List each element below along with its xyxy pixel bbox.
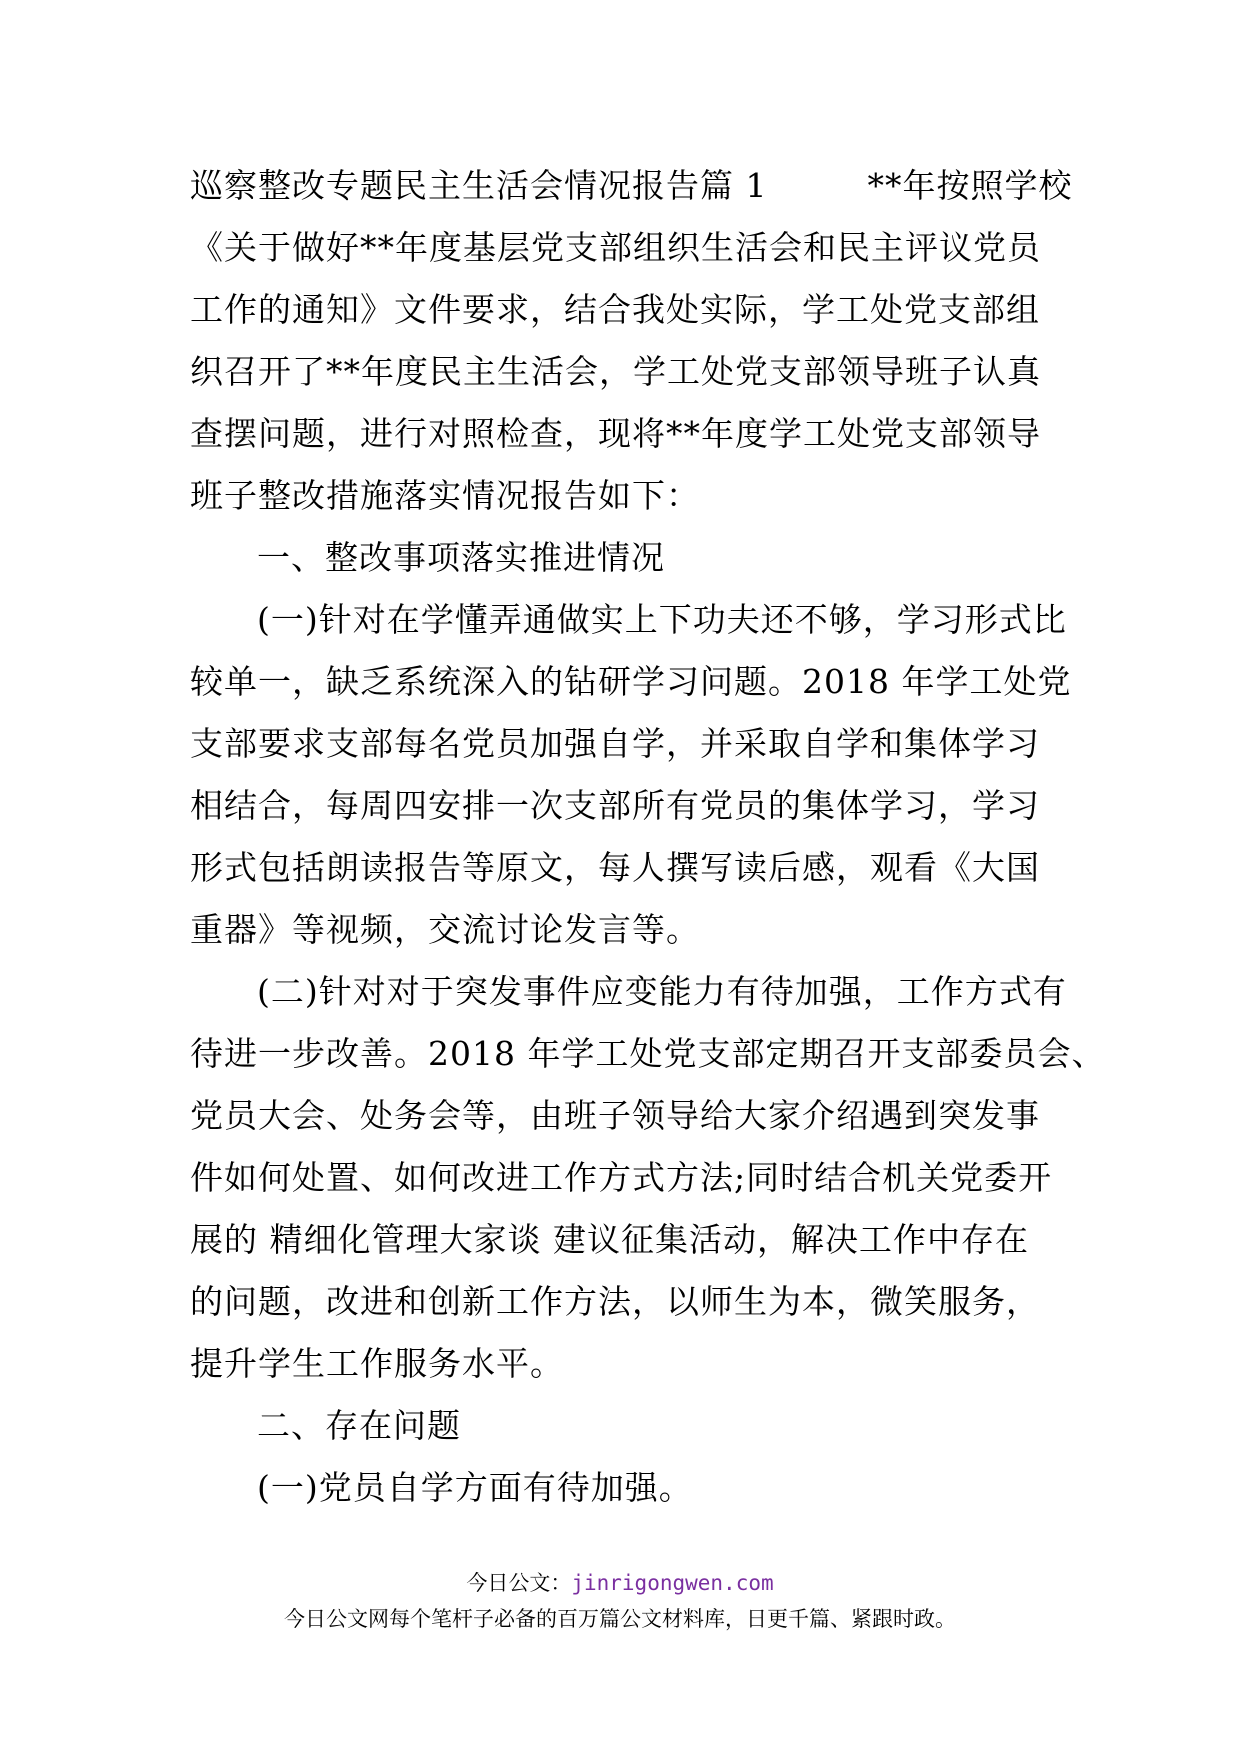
paragraph-line: 待进一步改善。2018 年学工处党支部定期召开支部委员会、 [190, 1034, 1106, 1073]
footer-slogan: 今日公文网每个笔杆子必备的百万篇公文材料库，日更千篇、紧跟时政。 [284, 1607, 956, 1631]
paragraph-line: 相结合，每周四安排一次支部所有党员的集体学习，学习 [190, 786, 1040, 825]
paragraph-line: 件如何处置、如何改进工作方式方法;同时结合机关党委开 [190, 1158, 1053, 1197]
footer-site-link[interactable]: jinrigongwen.com [571, 1571, 774, 1595]
paragraph-line: **年按照学校 [867, 166, 1073, 205]
paragraph-line: 织召开了**年度民主生活会，学工处党支部领导班子认真 [190, 352, 1041, 391]
paragraph-line: 提升学生工作服务水平。 [190, 1344, 564, 1383]
paragraph-line: 展的 精细化管理大家谈 建议征集活动，解决工作中存在 [190, 1220, 1029, 1259]
paragraph-line: 形式包括朗读报告等原文，每人撰写读后感，观看《大国 [190, 848, 1040, 887]
paragraph-line: (一)党员自学方面有待加强。 [257, 1468, 693, 1507]
paragraph-line: 重器》等视频，交流讨论发言等。 [190, 910, 700, 949]
paragraph-line: (一)针对在学懂弄通做实上下功夫还不够，学习形式比 [257, 600, 1067, 639]
paragraph-line: 工作的通知》文件要求，结合我处实际，学工处党支部组 [190, 290, 1040, 329]
footer-site-label: 今日公文： [466, 1571, 572, 1595]
paragraph-line: 查摆问题，进行对照检查，现将**年度学工处党支部领导 [190, 414, 1041, 453]
paragraph-line: 的问题，改进和创新工作方法，以师生为本，微笑服务， [190, 1282, 1040, 1321]
paragraph-line: 班子整改措施落实情况报告如下： [190, 476, 700, 515]
paragraph-line: 较单一，缺乏系统深入的钻研学习问题。2018 年学工处党 [190, 662, 1072, 701]
paragraph-line: 支部要求支部每名党员加强自学，并采取自学和集体学习 [190, 724, 1040, 763]
document-body [190, 155, 1106, 1519]
paragraph-line: 党员大会、处务会等，由班子领导给大家介绍遇到突发事 [190, 1096, 1040, 1135]
section-heading: 二、存在问题 [257, 1406, 461, 1445]
paragraph-line: 《关于做好**年度基层党支部组织生活会和民主评议党员 [190, 228, 1041, 267]
footer-site [0, 1568, 1240, 1598]
first-line [190, 155, 1073, 217]
section-heading: 一、整改事项落实推进情况 [257, 538, 665, 577]
document-title: 巡察整改专题民主生活会情况报告篇 1 [190, 166, 768, 205]
paragraph-line: (二)针对对于突发事件应变能力有待加强，工作方式有 [257, 972, 1067, 1011]
